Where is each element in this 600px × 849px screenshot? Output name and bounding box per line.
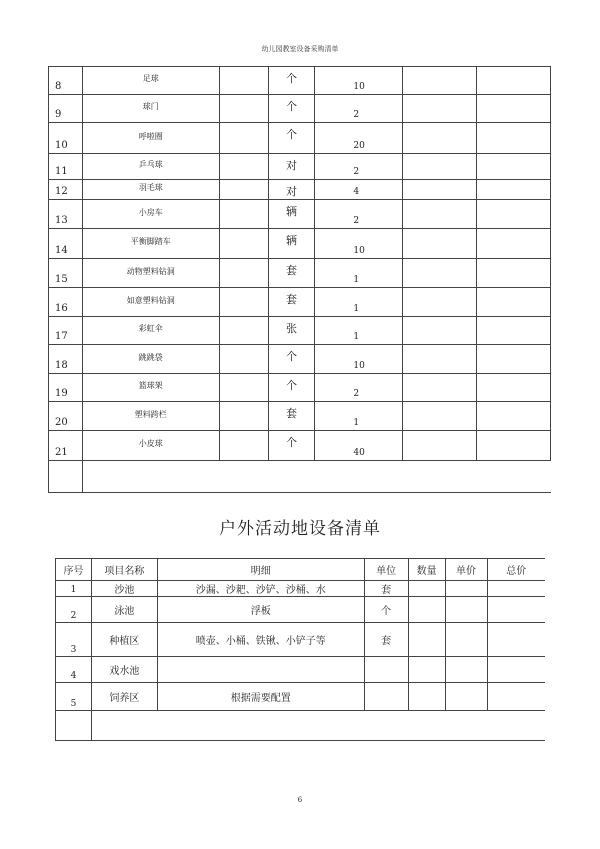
qty-cell [408, 581, 445, 597]
no-cell: 5 [56, 683, 92, 711]
qty-cell: 2 [315, 374, 403, 402]
name-cell: 乒乓球 [82, 154, 219, 180]
no-cell: 2 [56, 597, 92, 623]
table-row [49, 288, 551, 317]
unit-cell: 辆 [268, 200, 315, 229]
blank-row [56, 711, 546, 741]
page-number: 6 [297, 796, 303, 804]
unit-cell: 个 [364, 597, 408, 623]
name-cell: 动物塑料钻洞 [82, 259, 219, 288]
total-cell [477, 431, 551, 461]
qty-cell: 1 [315, 317, 403, 345]
blank-cell [56, 711, 92, 741]
table-row [49, 259, 551, 288]
unit-cell [364, 683, 408, 711]
table-row [56, 683, 546, 711]
no-cell: 17 [49, 317, 83, 345]
table-row [49, 95, 551, 123]
total-cell [477, 374, 551, 402]
detail-cell: 根据需要配置 [157, 683, 364, 711]
detail-cell [157, 657, 364, 683]
price-cell [445, 581, 487, 597]
qty-cell: 1 [315, 259, 403, 288]
table-row [56, 581, 546, 597]
name-cell: 平衡脚踏车 [82, 229, 219, 259]
name-cell: 彩虹伞 [82, 317, 219, 345]
spec-cell [219, 317, 268, 345]
no-cell: 1 [56, 581, 92, 597]
header-cell-qty: 数量 [408, 559, 445, 581]
total-cell [477, 180, 551, 200]
header-cell-total: 总价 [487, 559, 545, 581]
name-cell: 跳跳袋 [82, 345, 219, 374]
name-cell: 篮球架 [82, 374, 219, 402]
qty-cell: 4 [315, 180, 403, 200]
total-cell [477, 288, 551, 317]
spec-cell [219, 431, 268, 461]
qty-cell [408, 657, 445, 683]
no-cell: 21 [49, 431, 83, 461]
spec-cell [219, 259, 268, 288]
table-row [49, 402, 551, 431]
spec-cell [219, 67, 268, 95]
detail-cell: 喷壶、小桶、铁锹、小铲子等 [157, 623, 364, 657]
total-cell [477, 123, 551, 154]
unit-cell: 个 [268, 345, 315, 374]
unit-cell: 对 [268, 180, 315, 200]
spec-cell [219, 402, 268, 431]
unit-cell: 套 [268, 402, 315, 431]
total-cell [487, 623, 545, 657]
header-cell-name: 项目名称 [91, 559, 157, 581]
price-cell [403, 154, 477, 180]
qty-cell: 20 [315, 123, 403, 154]
price-cell [403, 374, 477, 402]
no-cell: 18 [49, 345, 83, 374]
spec-cell [219, 345, 268, 374]
total-cell [487, 683, 545, 711]
price-cell [403, 200, 477, 229]
name-cell: 泳池 [91, 597, 157, 623]
header-cell-unit: 单位 [364, 559, 408, 581]
total-cell [477, 95, 551, 123]
price-cell [403, 123, 477, 154]
price-cell [403, 67, 477, 95]
unit-cell: 个 [268, 431, 315, 461]
price-cell [403, 180, 477, 200]
spec-cell [219, 288, 268, 317]
name-cell: 种植区 [91, 623, 157, 657]
no-cell: 10 [49, 123, 83, 154]
price-cell [445, 597, 487, 623]
qty-cell: 2 [315, 200, 403, 229]
table-row [49, 229, 551, 259]
unit-cell [364, 657, 408, 683]
total-cell [487, 597, 545, 623]
price-cell [403, 345, 477, 374]
table-header-row [56, 559, 546, 581]
unit-cell: 个 [268, 95, 315, 123]
blank-row [49, 461, 551, 493]
no-cell: 13 [49, 200, 83, 229]
unit-cell: 套 [268, 259, 315, 288]
no-cell: 9 [49, 95, 83, 123]
header-cell-no: 序号 [56, 559, 92, 581]
no-cell: 3 [56, 623, 92, 657]
header-cell-detail: 明细 [157, 559, 364, 581]
qty-cell: 2 [315, 154, 403, 180]
total-cell [477, 259, 551, 288]
no-cell: 16 [49, 288, 83, 317]
spec-cell [219, 180, 268, 200]
qty-cell: 10 [315, 229, 403, 259]
unit-cell: 套 [364, 623, 408, 657]
price-cell [403, 229, 477, 259]
detail-cell: 浮板 [157, 597, 364, 623]
blank-cell [82, 461, 550, 493]
unit-cell: 对 [268, 154, 315, 180]
qty-cell: 10 [315, 67, 403, 95]
unit-cell: 个 [268, 123, 315, 154]
detail-cell: 沙漏、沙耙、沙铲、沙桶、水 [157, 581, 364, 597]
name-cell: 足球 [82, 67, 219, 95]
price-cell [445, 657, 487, 683]
unit-cell: 张 [268, 317, 315, 345]
no-cell: 20 [49, 402, 83, 431]
price-cell [403, 95, 477, 123]
table-row [49, 345, 551, 374]
name-cell: 饲养区 [91, 683, 157, 711]
qty-cell: 40 [315, 431, 403, 461]
price-cell [445, 683, 487, 711]
spec-cell [219, 200, 268, 229]
spec-cell [219, 95, 268, 123]
name-cell: 戏水池 [91, 657, 157, 683]
name-cell: 塑料跨栏 [82, 402, 219, 431]
qty-cell [408, 597, 445, 623]
qty-cell: 1 [315, 288, 403, 317]
no-cell: 12 [49, 180, 83, 200]
no-cell: 4 [56, 657, 92, 683]
name-cell: 羽毛球 [82, 180, 219, 200]
no-cell: 8 [49, 67, 83, 95]
name-cell: 如意塑料钻洞 [82, 288, 219, 317]
price-cell [403, 259, 477, 288]
qty-cell: 10 [315, 345, 403, 374]
unit-cell: 个 [268, 374, 315, 402]
qty-cell [408, 683, 445, 711]
qty-cell: 2 [315, 95, 403, 123]
name-cell: 沙池 [91, 581, 157, 597]
unit-cell: 套 [268, 288, 315, 317]
outdoor-equipment-table [55, 558, 545, 741]
unit-cell: 个 [268, 67, 315, 95]
header-cell-price: 单价 [445, 559, 487, 581]
table-row [49, 154, 551, 180]
blank-cell [49, 461, 83, 493]
table-row [56, 597, 546, 623]
name-cell: 小皮球 [82, 431, 219, 461]
total-cell [477, 229, 551, 259]
name-cell: 小房车 [82, 200, 219, 229]
spec-cell [219, 229, 268, 259]
table-row [56, 657, 546, 683]
table-row [49, 374, 551, 402]
table-row [49, 180, 551, 200]
total-cell [477, 345, 551, 374]
price-cell [403, 402, 477, 431]
spec-cell [219, 374, 268, 402]
table-row [49, 431, 551, 461]
equipment-table [48, 66, 551, 493]
total-cell [487, 581, 545, 597]
spec-cell [219, 123, 268, 154]
qty-cell: 1 [315, 402, 403, 431]
no-cell: 14 [49, 229, 83, 259]
total-cell [477, 154, 551, 180]
unit-cell: 套 [364, 581, 408, 597]
price-cell [403, 288, 477, 317]
total-cell [487, 657, 545, 683]
no-cell: 19 [49, 374, 83, 402]
spec-cell [219, 154, 268, 180]
unit-cell: 辆 [268, 229, 315, 259]
table-row [49, 67, 551, 95]
table-row [49, 317, 551, 345]
no-cell: 15 [49, 259, 83, 288]
table-row [49, 123, 551, 154]
qty-cell [408, 623, 445, 657]
section-title: 户外活动地设备清单 [219, 519, 381, 539]
total-cell [477, 317, 551, 345]
name-cell: 球门 [82, 95, 219, 123]
total-cell [477, 402, 551, 431]
price-cell [403, 431, 477, 461]
page-header: 幼儿园教室设备采购清单 [261, 45, 339, 53]
no-cell: 11 [49, 154, 83, 180]
price-cell [445, 623, 487, 657]
total-cell [477, 200, 551, 229]
table-row [56, 623, 546, 657]
total-cell [477, 67, 551, 95]
table-row [49, 200, 551, 229]
price-cell [403, 317, 477, 345]
blank-cell [91, 711, 545, 741]
name-cell: 呼啦圈 [82, 123, 219, 154]
